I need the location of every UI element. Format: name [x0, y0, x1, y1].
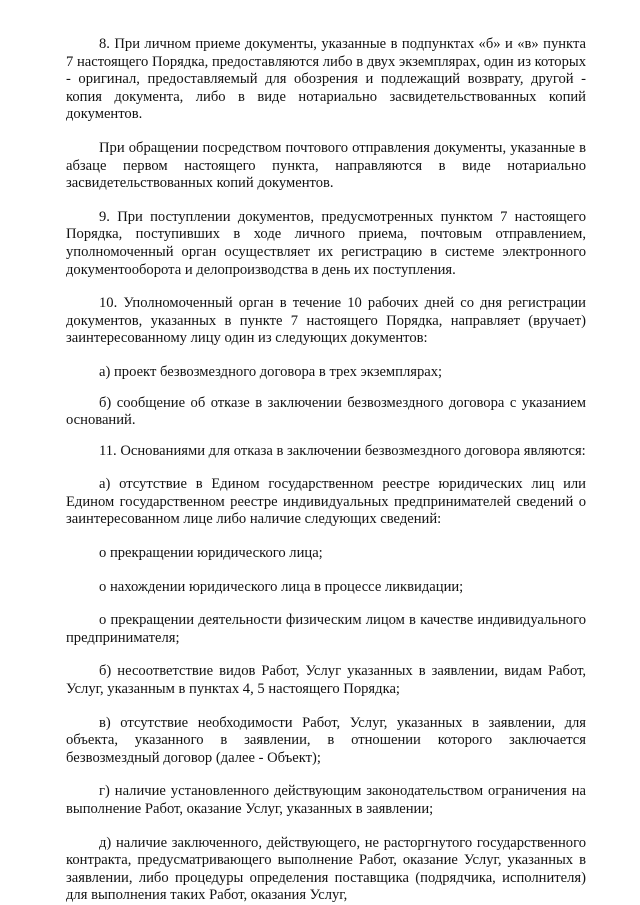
paragraph-postal: При обращении посредством почтового отправления документы, указанные в абзаце первом настоящего пункта, направляются в виде нотариально засвидетельствованных копий документов. [66, 139, 586, 192]
paragraph-9: 9. При поступлении документов, предусмотренных пунктом 7 настоящего Порядка, поступивших в ходе личного приема, почтовым отправлением, уполномоченный орган осуществляет их регистрацию в системе электронного документооборота и делопроизводства в день их поступления. [66, 208, 586, 278]
paragraph-11-g: г) наличие установленного действующим законодательством ограничения на выполнение Работ, оказание Услуг, указанных в заявлении; [66, 783, 586, 817]
paragraph-11-a: а) отсутствие в Едином государственном реестре юридических лиц или Едином государственном реестре индивидуальных предпринимателей сведений о заинтересованном лице либо наличие следующих сведений: [66, 476, 586, 528]
paragraph-11-a-2: о нахождении юридического лица в процессе ликвидации; [99, 578, 464, 595]
paragraph-8: 8. При личном приеме документы, указанные в подпунктах «б» и «в» пункта 7 настоящего Порядка, предоставляются либо в двух экземплярах, один из которых - оригинал, предоставляемый для обозрения и подлежащий возврату, другой - копия документа, либо в виде нотариально засвидетельствованных копий документов. [66, 36, 586, 123]
paragraph-10-a: а) проект безвозмездного договора в трех экземплярах; [99, 363, 443, 380]
paragraph-11: 11. Основаниями для отказа в заключении безвозмездного договора являются: [99, 442, 586, 459]
paragraph-11-b: б) несоответствие видов Работ, Услуг указанных в заявлении, видам Работ, Услуг, указанным в пунктах 4, 5 настоящего Порядка; [66, 663, 586, 698]
paragraph-10: 10. Уполномоченный орган в течение 10 рабочих дней со дня регистрации документов, указанных в пункте 7 настоящего Порядка, направляет (вручает) заинтересованному лицу один из следующих документов: [66, 295, 586, 347]
paragraph-10-b: б) сообщение об отказе в заключении безвозмездного договора с указанием оснований. [66, 394, 586, 429]
paragraph-11-a-1: о прекращении юридического лица; [99, 545, 323, 562]
paragraph-11-a-3: о прекращении деятельности физическим лицом в качестве индивидуального предпринимателя; [66, 612, 586, 646]
paragraph-11-v: в) отсутствие необходимости Работ, Услуг, указанных в заявлении, для объекта, указанного в заявлении, в отношении которого заключается безвозмездный договор (далее - Объект); [66, 714, 586, 766]
paragraph-11-d: д) наличие заключенного, действующего, не расторгнутого государственного контракта, предусматривающего выполнение Работ, оказание Услуг, указанных в заявлении, либо процедуры определения поставщика (подрядчика, исполнителя) для выполнения таких Работ, оказания Услуг, [66, 834, 586, 904]
document-body [66, 36, 586, 905]
